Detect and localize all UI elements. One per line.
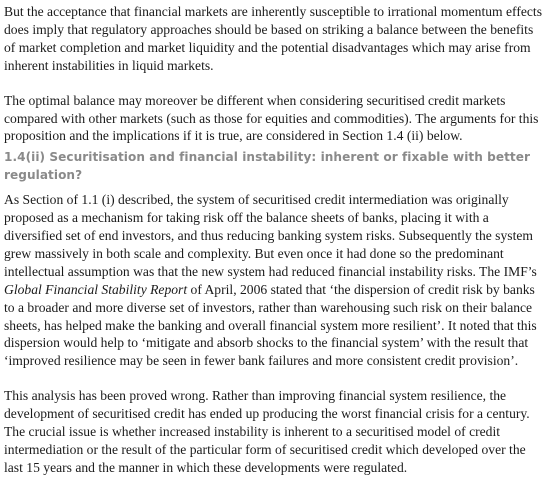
paragraph-analysis-wrong: This analysis has been proved wrong. Rather than improving financial system resilience, the development of securitised credit has ended up producing the worst financial crisis for a century. The crucial issue is whether increased instability is inherent to a securitised model of credit intermediation or the result of the particular form of securitised credit which developed over the last 15 years and the manner in which these developments were regulated. — [4, 388, 530, 475]
paragraph-text: As Section of 1.1 (i) described, the system of securitised credit intermediation was originally proposed as a mechanism for taking risk off the balance sheets of banks, placing it with a diversified set of end investors, and thus reducing banking system risks. Subsequently the system grew massively in both scale and complexity. But even once it had done so the predominant intellectual assumption was that the new system had reduced financial instability risks. The IMF’s — [4, 192, 537, 279]
paragraph-market-susceptibility: But the acceptance that financial markets are inherently susceptible to irrational momentum effects does imply that regulatory approaches should be based on striking a balance between the benefits of market completion and market liquidity and the potential disadvantages which may arise from inherent instabilities in liquid markets. — [4, 4, 543, 73]
paragraph-securitised-credit — [4, 191, 545, 370]
section-heading: 1.4(ii) Securitisation and financial instability: inherent or fixable with better regulation? — [4, 150, 531, 183]
document-page — [4, 3, 545, 494]
paragraph-optimal-balance: The optimal balance may moreover be different when considering securitised credit markets compared with other markets (such as those for equities and commodities). The arguments for this proposition and the implications if it is true, are considered in Section 1.4 (ii) below. — [4, 92, 539, 144]
report-title: Global Financial Stability Report — [4, 281, 188, 297]
paragraph-text: of April, 2006 stated that ‘the dispersion of credit risk by banks to a broader and more diverse set of investors, rather than warehousing such risk on their balance sheets, has helped make the banking and overall financial system more resilient’. It noted that this dispersion would help to ‘mitigate and absorb shocks to the financial system’ with the result that ‘improved resilience may be seen in fewer bank failures and more consistent credit provision’. — [4, 281, 537, 369]
